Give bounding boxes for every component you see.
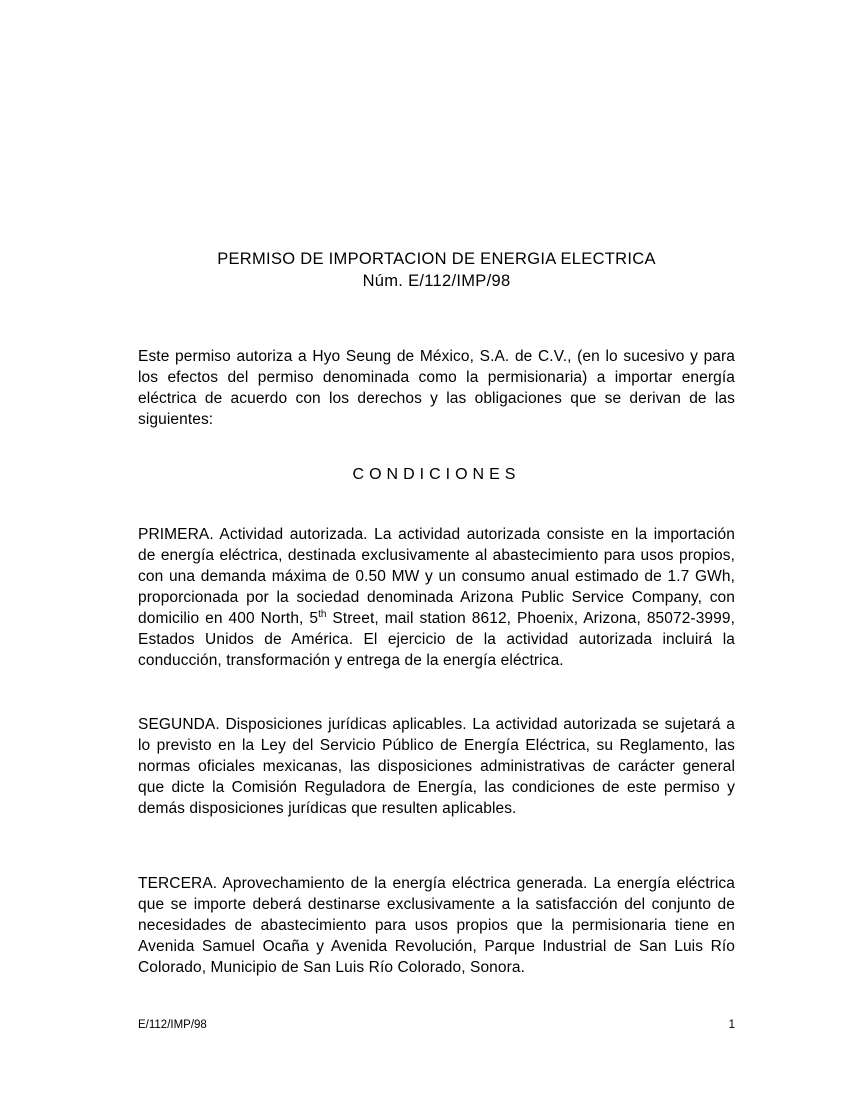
page-footer — [138, 1018, 735, 1032]
intro-paragraph: Este permiso autoriza a Hyo Seung de México, S.A. de C.V., (en lo sucesivo y para los efectos del permiso denominada como la permisionaria) a importar energía eléctrica de acuerdo con los derechos y las obligaciones que se derivan de las siguientes: — [138, 348, 735, 428]
document-number-line: Núm. E/112/IMP/98 — [362, 271, 511, 290]
ordinal-superscript: th — [318, 608, 327, 620]
condition-segunda-paragraph: SEGUNDA. Disposiciones jurídicas aplicables. La actividad autorizada se sujetará a lo previsto en la Ley del Servicio Público de Energía Eléctrica, su Reglamento, las normas oficiales mexicanas, las disposiciones administrativas de carácter general que dicte la Comisión Reguladora de Energía, las condiciones de este permiso y demás disposiciones jurídicas que resulten aplicables. — [138, 716, 735, 817]
document-title — [138, 249, 735, 292]
condition-primera-text: PRIMERA. Actividad autorizada. La actividad autorizada consiste en la importación de energía eléctrica, destinada exclusivamente al abastecimiento para usos propios, con una demanda máxima de 0.50 MW y un consumo anual estimado de 1.7 GWh, proporcionada por la sociedad denominada Arizona Public Service Company, con domicilio en 400 North, 5 — [138, 526, 735, 627]
footer-page-number: 1 — [728, 1019, 735, 1031]
condition-primera-text-continued: Street, mail station 8612, Phoenix, Arizona, 85072-3999, Estados Unidos de América. El ejercicio de la actividad autorizada incluirá la conducción, transformación y entrega de la energía eléctrica. — [138, 610, 735, 669]
footer-doc-number: E/112/IMP/98 — [138, 1019, 207, 1031]
condition-primera-paragraph — [138, 524, 735, 671]
conditions-heading: CONDICIONES — [352, 466, 521, 483]
condition-tercera-paragraph: TERCERA. Aprovechamiento de la energía eléctrica generada. La energía eléctrica que se importe deberá destinarse exclusivamente a la satisfacción del conjunto de necesidades de abastecimiento para usos propios que la permisionaria tiene en Avenida Samuel Ocaña y Avenida Revolución, Parque Industrial de San Luis Río Colorado, Municipio de San Luis Río Colorado, Sonora. — [138, 875, 735, 976]
document-title-line-1: PERMISO DE IMPORTACION DE ENERGIA ELECTRICA — [217, 250, 656, 268]
